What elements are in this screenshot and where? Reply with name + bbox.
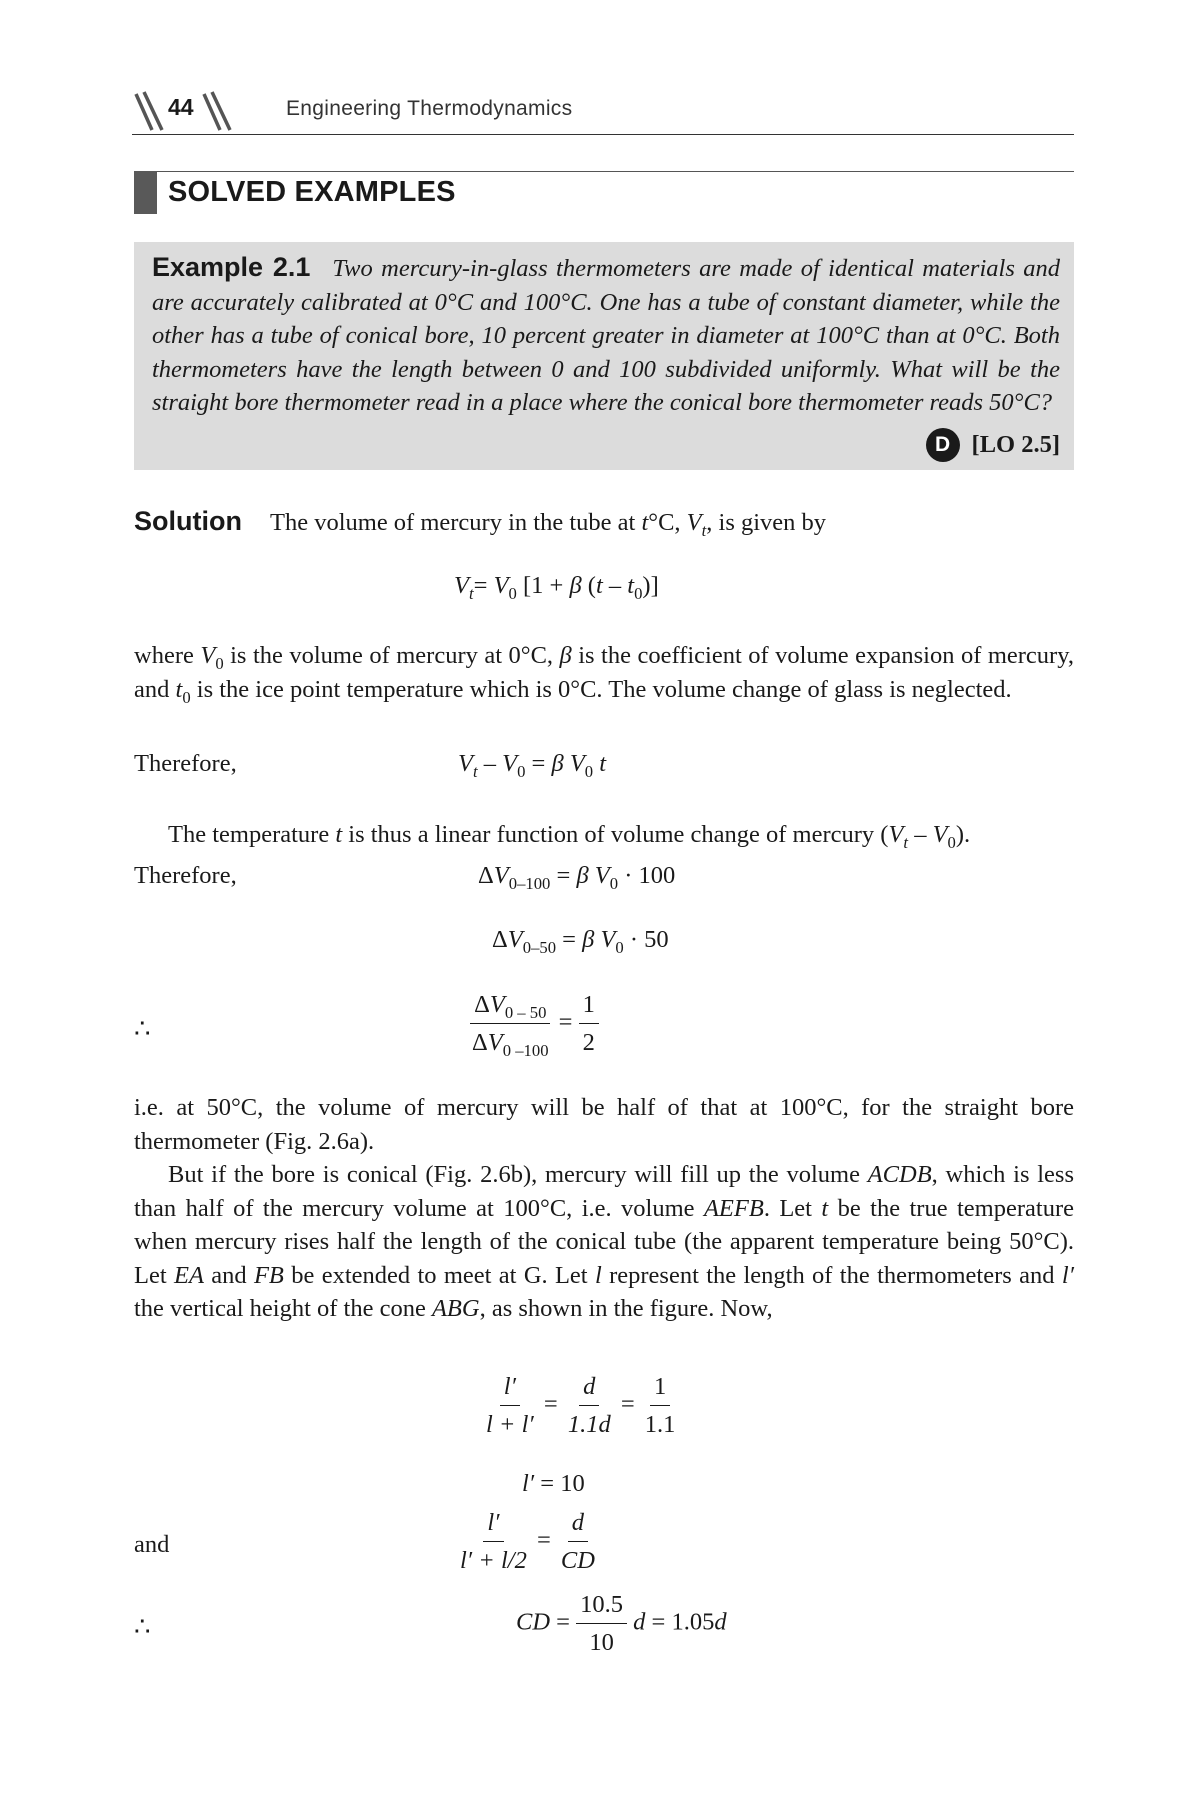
var: ACDB — [867, 1161, 932, 1188]
eq-term: V — [493, 572, 509, 599]
eq-term: = — [550, 862, 577, 889]
var: EA — [173, 1261, 204, 1289]
therefore-label: Therefore, — [134, 750, 237, 777]
subscript: 0–100 — [508, 873, 551, 893]
subscript: t — [468, 583, 474, 603]
solution-intro — [134, 505, 1074, 540]
eq-term: V — [487, 1029, 503, 1056]
example-problem-text: Two mercury-in-glass thermometers are made of identical materials and are accurately calibrated at 0°C and 100°C. One has a tube of constant diameter, while the other has a tube of conical bore, 10 percent greater in diameter at 100°C than at 0°C. Both thermometers have the length between 0 and 100 subdivided uniformly. What will be the straight bore thermometer read in a place where the conical bore thermometer reads 50°C? — [152, 255, 1060, 417]
eq-term: = 1.05 — [645, 1608, 715, 1636]
denominator: CD — [560, 1547, 595, 1574]
fraction — [579, 990, 599, 1058]
fraction — [641, 1372, 680, 1440]
solution-intro-text: , is given by — [706, 509, 827, 536]
example-label: Example 2.1 — [152, 252, 311, 282]
var: t — [335, 821, 343, 848]
eq-term: · 100 — [618, 862, 676, 889]
equation-delta-50 — [492, 926, 669, 957]
var: AEFB — [703, 1194, 764, 1222]
eq-term: t — [595, 572, 603, 599]
text: be extended to meet at G. Let — [283, 1261, 595, 1289]
subscript: 0–50 — [522, 937, 557, 957]
var-v: V — [686, 509, 702, 536]
text: is thus a linear function of volume change of mercury ( — [342, 821, 889, 848]
fraction — [576, 1590, 627, 1658]
numerator — [470, 990, 550, 1024]
eq-term: CD — [516, 1608, 551, 1636]
text: The temperature — [168, 821, 336, 848]
text: But if the bore is conical (Fig. 2.6b), mercury will fill up the volume — [168, 1161, 868, 1188]
eq-term: = — [525, 750, 552, 777]
paragraph-definitions — [134, 639, 1074, 706]
subscript: 0 — [182, 687, 191, 707]
eq-term: Δ — [492, 926, 508, 953]
double-slash-right-icon — [200, 90, 234, 132]
therefore-label: Therefore, — [134, 862, 237, 889]
eq-term: β — [569, 572, 582, 599]
eq-term: = — [530, 1526, 557, 1554]
solution-label: Solution — [134, 506, 242, 536]
eq-term: β — [576, 862, 589, 889]
fraction — [482, 1372, 538, 1440]
text: represent the length of the thermometers and — [601, 1261, 1062, 1289]
example-box — [134, 242, 1074, 470]
denominator: 10 — [589, 1629, 614, 1656]
subscript: 0 – 50 — [504, 1002, 547, 1022]
denominator: 1.1 — [644, 1411, 676, 1438]
eq-term: · 50 — [623, 926, 669, 953]
denominator: l′ + l/2 — [460, 1547, 527, 1574]
eq-term: V — [502, 750, 518, 777]
var-t: t — [641, 509, 649, 536]
numerator: 10.5 — [576, 1590, 627, 1624]
subscript: 0 –100 — [502, 1040, 549, 1060]
eq-term: V — [493, 862, 509, 889]
page-number: 44 — [168, 94, 194, 120]
eq-term: V — [588, 862, 610, 889]
section-bar — [134, 171, 157, 214]
double-slash-left-icon — [132, 90, 166, 132]
eq-term: ( — [581, 572, 596, 599]
eq-term: t — [593, 750, 607, 777]
text: is the coefficient of volume expansion of mercury, and — [134, 642, 1074, 703]
subscript: t — [472, 761, 478, 781]
text: where — [134, 642, 201, 669]
denominator: 1.1d — [567, 1411, 611, 1438]
eq-term: [1 + — [516, 572, 570, 599]
text: , as shown in the figure. Now, — [479, 1295, 773, 1322]
text: is the volume of mercury at 0°C, — [223, 642, 560, 669]
eq-term: = 10 — [534, 1470, 585, 1497]
paragraph-conical-bore — [134, 1158, 1074, 1326]
eq-term: = — [556, 926, 583, 953]
equation-volume-change — [458, 750, 607, 781]
var: t — [821, 1194, 829, 1222]
text: . Let — [763, 1194, 822, 1222]
text: ). — [955, 821, 971, 848]
subscript: 0 — [215, 653, 224, 673]
var: ABG — [431, 1295, 480, 1322]
equation-cone-height — [522, 1470, 585, 1498]
text: be the true temperature when mercury rises half the length of the conical tube (the apparent temperature being 50°C). Let — [134, 1194, 1074, 1289]
subscript: 0 — [517, 761, 526, 781]
text: – — [908, 821, 933, 848]
eq-term: – — [477, 750, 503, 777]
var: V — [888, 821, 904, 848]
section-title: SOLVED EXAMPLES — [168, 176, 456, 208]
eq-term: β — [551, 750, 564, 777]
subscript: 0 — [615, 937, 624, 957]
eq-term: V — [458, 750, 473, 777]
running-title: Engineering Thermodynamics — [286, 97, 573, 120]
eq-term: d — [627, 1608, 646, 1636]
subscript: 0 — [634, 583, 643, 603]
eq-term: = — [552, 1008, 579, 1036]
eq-term: V — [563, 750, 585, 777]
numerator: 1 — [650, 1372, 670, 1406]
eq-term: V — [507, 926, 523, 953]
eq-term: Δ — [478, 862, 494, 889]
eq-term: d — [714, 1608, 727, 1636]
var: V — [200, 642, 216, 669]
equation-cd-result — [516, 1590, 727, 1658]
therefore-symbol: ∴ — [134, 1014, 151, 1043]
eq-term: = — [614, 1390, 641, 1418]
var: l — [594, 1261, 602, 1289]
paragraph-linear-function — [168, 818, 1074, 852]
page-header — [132, 88, 1074, 135]
numerator: l′ — [483, 1508, 503, 1542]
equation-cone-ratio — [482, 1372, 679, 1440]
eq-term: V — [594, 926, 616, 953]
denominator: l + l′ — [486, 1411, 534, 1438]
text: and — [203, 1261, 254, 1289]
eq-term: β — [582, 926, 595, 953]
eq-term: V — [489, 991, 505, 1018]
fraction — [468, 990, 553, 1058]
var: FB — [253, 1261, 284, 1289]
equation-ratio — [468, 990, 599, 1058]
example-problem — [152, 251, 1060, 420]
numerator: d — [579, 1372, 599, 1406]
text: is the ice point temperature which is 0°C. The volume change of glass is neglected. — [190, 675, 1012, 703]
paragraph-straight-bore: i.e. at 50°C, the volume of mercury will be half of that at 100°C, for the straight bore thermometer (Fig. 2.6a). — [134, 1094, 1074, 1155]
equation-cd-ratio — [456, 1508, 599, 1576]
learning-objective: [LO 2.5] — [971, 431, 1060, 458]
denominator — [468, 1024, 553, 1058]
fraction — [557, 1508, 599, 1576]
difficulty-badge: D — [926, 428, 960, 462]
solution-intro-text: The volume of mercury in the tube at — [269, 509, 642, 536]
eq-term: = — [550, 1608, 577, 1636]
var: β — [559, 642, 572, 669]
fraction — [456, 1508, 531, 1576]
numerator: l′ — [500, 1372, 520, 1406]
solution-intro-text: °C, — [648, 509, 687, 536]
subscript: t — [903, 832, 909, 852]
numerator: 1 — [579, 990, 599, 1024]
section-rule — [154, 171, 1074, 172]
var: l′ — [1061, 1261, 1074, 1289]
subscript: t — [701, 520, 707, 540]
eq-term: Δ — [472, 1029, 488, 1056]
fraction — [564, 1372, 615, 1440]
subscript: 0 — [508, 583, 517, 603]
eq-term: )] — [642, 572, 659, 599]
learning-objective-tag — [926, 428, 1060, 462]
equation-volume — [454, 572, 659, 603]
text: the vertical height of the cone — [134, 1295, 432, 1322]
eq-term: V — [454, 572, 469, 599]
eq-term: Δ — [474, 991, 490, 1018]
subscript: 0 — [947, 832, 956, 852]
eq-term: – — [602, 572, 628, 599]
eq-term: l′ — [522, 1470, 535, 1497]
eq-term: = — [473, 572, 494, 599]
var: t — [175, 675, 183, 703]
numerator: d — [568, 1508, 588, 1542]
var: V — [932, 821, 948, 848]
denominator: 2 — [582, 1029, 595, 1056]
and-label: and — [134, 1531, 170, 1558]
eq-term: = — [537, 1390, 564, 1418]
therefore-symbol: ∴ — [134, 1612, 151, 1641]
text: , which is less than half of the mercury volume at 100°C, i.e. volume — [134, 1161, 1074, 1222]
equation-delta-100 — [478, 862, 676, 893]
subscript: 0 — [609, 873, 619, 893]
eq-term: t — [627, 572, 635, 599]
subscript: 0 — [584, 761, 594, 781]
